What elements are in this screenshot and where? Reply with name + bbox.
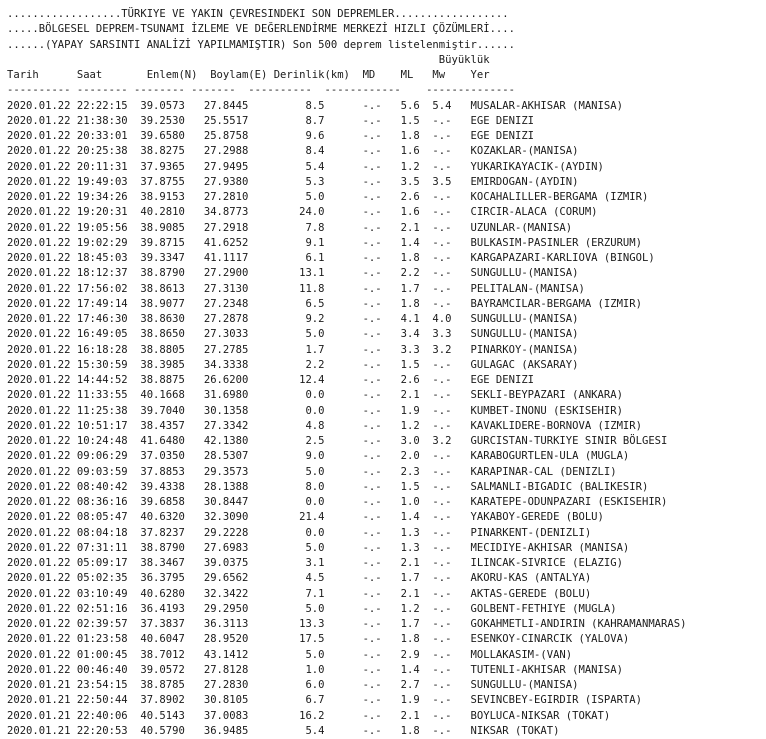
table-row: 2020.01.22 09:06:29 37.0350 28.5307 9.0 -.- 2.0 -.- KARABOGURTLEN-ULA (MUGLA)	[7, 450, 630, 463]
table-row: 2020.01.22 19:20:31 40.2810 34.8773 24.0 -.- 1.6 -.- CIRCIR-ALACA (CORUM)	[7, 206, 598, 219]
earthquake-listing	[0, 7, 766, 739]
table-row: 2020.01.22 01:00:45 38.7012 43.1412 5.0 -.- 2.9 -.- MOLLAKASIM-(VAN)	[7, 648, 573, 661]
table-row: 2020.01.22 11:33:55 40.1668 31.6980 0.0 -.- 2.1 -.- SEKLI-BEYPAZARI (ANKARA)	[7, 389, 623, 402]
table-row: 2020.01.22 20:11:31 37.9365 27.9495 5.4 -.- 1.2 -.- YUKARIKAYACIK-(AYDIN)	[7, 160, 604, 173]
table-row: 2020.01.22 03:10:49 40.6280 32.3422 7.1 -.- 2.1 -.- AKTAS-GEREDE (BOLU)	[7, 587, 592, 600]
table-row: 2020.01.22 19:05:56 38.9085 27.2918 7.8 -.- 2.1 -.- UZUNLAR-(MANISA)	[7, 221, 573, 234]
table-row: 2020.01.21 22:20:53 40.5790 36.9485 5.4 -.- 1.8 -.- NIKSAR (TOKAT)	[7, 724, 560, 737]
table-row: 2020.01.22 09:03:59 37.8853 29.3573 5.0 -.- 2.3 -.- KARAPINAR-CAL (DENIZLI)	[7, 465, 617, 478]
table-row: 2020.01.22 19:34:26 38.9153 27.2810 5.0 -.- 2.6 -.- KOCAHALILLER-BERGAMA (IZMIR)	[7, 191, 649, 203]
table-row: 2020.01.22 08:05:47 40.6320 32.3090 21.4 -.- 1.4 -.- YAKABOY-GEREDE (BOLU)	[7, 511, 604, 524]
table-row: 2020.01.22 17:49:14 38.9077 27.2348 6.5 -.- 1.8 -.- BAYRAMCILAR-BERGAMA (IZMIR)	[7, 297, 642, 310]
table-row: 2020.01.22 07:31:11 38.8790 27.6983 5.0 -.- 1.3 -.- MECIDIYE-AKHISAR (MANISA)	[7, 541, 630, 554]
table-row: 2020.01.22 16:49:05 38.8650 27.3033 5.0 -.- 3.4 3.3 SUNGULLU-(MANISA)	[7, 328, 579, 341]
table-row: 2020.01.22 08:04:18 37.8237 29.2228 0.0 -.- 1.3 -.- PINARKENT-(DENIZLI)	[7, 526, 592, 539]
table-row: 2020.01.22 02:39:57 37.3837 36.3113 13.3 -.- 1.7 -.- GOKAHMETLI-ANDIRIN (KAHRAMANMARAS)	[7, 618, 687, 630]
header-line-3: ......(YAPAY SARSINTI ANALİZİ YAPILMAMIŞTIR) Son 500 deprem listelenmiştir......	[7, 38, 515, 51]
table-row: 2020.01.22 17:46:30 38.8630 27.2878 9.2 -.- 4.1 4.0 SUNGULLU-(MANISA)	[7, 313, 579, 325]
table-row: 2020.01.22 08:40:42 39.4338 28.1388 8.0 -.- 1.5 -.- SALMANLI-BIGADIC (BALIKESIR)	[7, 480, 649, 493]
header-line-1: ..................TÜRKIYE VE YAKIN ÇEVRESINDEKI SON DEPREMLER..................	[7, 8, 509, 20]
table-row: 2020.01.22 15:30:59 38.3985 34.3338 2.2 -.- 1.5 -.- GULAGAC (AKSARAY)	[7, 358, 579, 371]
table-row: 2020.01.22 10:24:48 41.6480 42.1380 2.5 -.- 3.0 3.2 GURCISTAN-TURKIYE SINIR BÖLGESI	[7, 435, 668, 447]
table-row: 2020.01.22 21:38:30 39.2530 25.5517 8.7 -.- 1.5 -.- EGE DENIZI	[7, 114, 535, 127]
table-row: 2020.01.21 22:50:44 37.8902 30.8105 6.7 -.- 1.9 -.- SEVINCBEY-EGIRDIR (ISPARTA)	[7, 694, 642, 707]
table-row: 2020.01.22 22:22:15 39.0573 27.8445 8.5 -.- 5.6 5.4 MUSALAR-AKHISAR (MANISA)	[7, 99, 623, 112]
table-row: 2020.01.22 20:33:01 39.6580 25.8758 9.6 -.- 1.8 -.- EGE DENIZI	[7, 130, 535, 142]
table-row: 2020.01.22 10:51:17 38.4357 27.3342 4.8 -.- 1.2 -.- KAVAKLIDERE-BORNOVA (IZMIR)	[7, 419, 642, 432]
column-divider: ---------- -------- -------- ------- ---------- ------------ --------------	[7, 84, 515, 97]
column-header-row: Tarih Saat Enlem(N) Boylam(E) Derinlik(km) MD ML Mw Yer	[7, 69, 490, 81]
magnitude-super-header: Büyüklük	[7, 53, 490, 66]
table-row: 2020.01.22 05:09:17 38.3467 39.0375 3.1 -.- 2.1 -.- ILINCAK-SIVRICE (ELAZIG)	[7, 557, 623, 569]
table-row: 2020.01.22 17:56:02 38.8613 27.3130 11.8 -.- 1.7 -.- PELITALAN-(MANISA)	[7, 282, 585, 295]
header-line-2: .....BÖLGESEL DEPREM-TSUNAMI İZLEME VE DEĞERLENDİRME MERKEZİ HIZLI ÇÖZÜMLERİ....	[7, 23, 515, 36]
table-row: 2020.01.21 22:40:06 40.5143 37.0083 16.2 -.- 2.1 -.- BOYLUCA-NIKSAR (TOKAT)	[7, 709, 611, 722]
table-row: 2020.01.22 20:25:38 38.8275 27.2988 8.4 -.- 1.6 -.- KOZAKLAR-(MANISA)	[7, 145, 579, 158]
table-row: 2020.01.22 08:36:16 39.6858 30.8447 0.0 -.- 1.0 -.- KARATEPE-ODUNPAZARI (ESKISEHIR)	[7, 496, 668, 508]
table-row: 2020.01.22 11:25:38 39.7040 30.1358 0.0 -.- 1.9 -.- KUMBET-INONU (ESKISEHIR)	[7, 404, 623, 417]
table-row: 2020.01.22 05:02:35 36.3795 29.6562 4.5 -.- 1.7 -.- AKORU-KAS (ANTALYA)	[7, 572, 592, 585]
table-row: 2020.01.22 19:49:03 37.8755 27.9380 5.3 -.- 3.5 3.5 EMIRDOGAN-(AYDIN)	[7, 175, 579, 188]
table-row: 2020.01.22 01:23:58 40.6047 28.9520 17.5 -.- 1.8 -.- ESENKOY-CINARCIK (YALOVA)	[7, 633, 630, 646]
table-row: 2020.01.22 18:12:37 38.8790 27.2900 13.1 -.- 2.2 -.- SUNGULLU-(MANISA)	[7, 267, 579, 280]
table-row: 2020.01.22 19:02:29 39.8715 41.6252 9.1 -.- 1.4 -.- BULKASIM-PASINLER (ERZURUM)	[7, 236, 642, 249]
table-row: 2020.01.22 00:46:40 39.0572 27.8128 1.0 -.- 1.4 -.- TUTENLI-AKHISAR (MANISA)	[7, 663, 623, 676]
table-row: 2020.01.22 16:18:28 38.8805 27.2785 1.7 -.- 3.3 3.2 PINARKOY-(MANISA)	[7, 343, 579, 356]
table-row: 2020.01.22 18:45:03 39.3347 41.1117 6.1 -.- 1.8 -.- KARGAPAZARI-KARLIOVA (BINGOL)	[7, 252, 655, 264]
table-row: 2020.01.22 02:51:16 36.4193 29.2950 5.0 -.- 1.2 -.- GOLBENT-FETHIYE (MUGLA)	[7, 602, 617, 615]
table-row: 2020.01.22 14:44:52 38.8875 26.6200 12.4 -.- 2.6 -.- EGE DENIZI	[7, 374, 535, 386]
table-row: 2020.01.21 23:54:15 38.8785 27.2830 6.0 -.- 2.7 -.- SUNGULLU-(MANISA)	[7, 679, 579, 691]
